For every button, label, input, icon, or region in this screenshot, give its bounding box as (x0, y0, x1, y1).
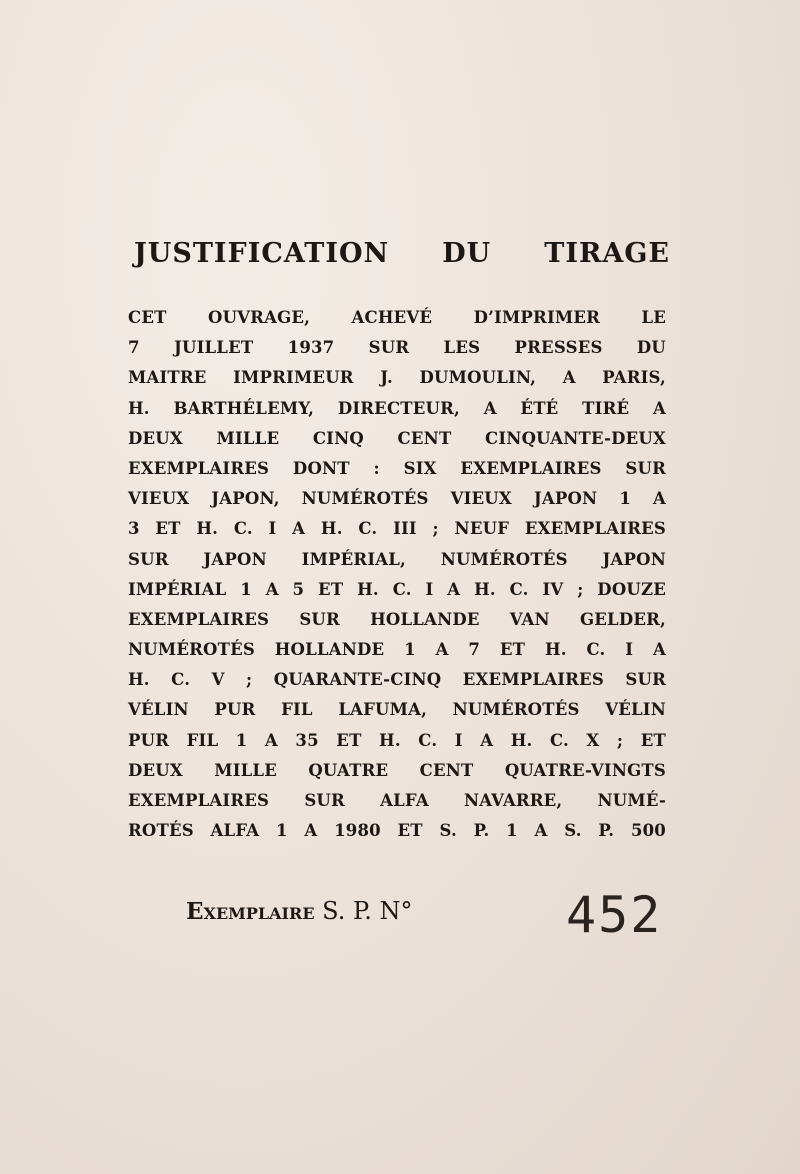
statement-line: ROTÉS ALFA 1 A 1980 ET S. P. 1 A S. P. 500 (128, 821, 666, 841)
copy-label: Exemplaire (186, 898, 315, 925)
copy-number-stamp: 452 (566, 886, 663, 944)
statement-line: H. C. V ; QUARANTE-CINQ EXEMPLAIRES SUR (128, 670, 666, 690)
statement-line: EXEMPLAIRES DONT : SIX EXEMPLAIRES SUR (128, 458, 666, 478)
statement-line: EXEMPLAIRES SUR ALFA NAVARRE, NUMÉ- (128, 791, 666, 810)
statement-line: VÉLIN PUR FIL LAFUMA, NUMÉROTÉS VÉLIN (128, 700, 666, 720)
statement-line: IMPÉRIAL 1 A 5 ET H. C. I A H. C. IV ; DOUZE (128, 579, 666, 599)
statement-line: DEUX MILLE CINQ CENT CINQUANTE-DEUX (128, 428, 666, 448)
statement-line: DEUX MILLE QUATRE CENT QUATRE-VINGTS (128, 760, 666, 780)
copy-series: S. P. N° (322, 897, 413, 925)
statement-line: H. BARTHÉLEMY, DIRECTEUR, A ÉTÉ TIRÉ A (128, 398, 666, 418)
print-run-statement (128, 303, 666, 846)
copy-designation (186, 897, 413, 925)
statement-line: NUMÉROTÉS HOLLANDE 1 A 7 ET H. C. I A (128, 640, 666, 660)
statement-line: SUR JAPON IMPÉRIAL, NUMÉROTÉS JAPON (128, 549, 666, 569)
statement-line: PUR FIL 1 A 35 ET H. C. I A H. C. X ; ET (128, 730, 666, 750)
statement-line: VIEUX JAPON, NUMÉROTÉS VIEUX JAPON 1 A (128, 489, 666, 509)
page-title: JUSTIFICATION DU TIRAGE (134, 238, 670, 269)
statement-line: MAITRE IMPRIMEUR J. DUMOULIN, A PARIS, (128, 368, 666, 388)
statement-line: EXEMPLAIRES SUR HOLLANDE VAN GELDER, (128, 609, 666, 629)
statement-line: 3 ET H. C. I A H. C. III ; NEUF EXEMPLAIRES (128, 519, 666, 539)
statement-line: CET OUVRAGE, ACHEVÉ D’IMPRIMER LE (128, 308, 666, 327)
statement-line: 7 JUILLET 1937 SUR LES PRESSES DU (128, 338, 666, 358)
